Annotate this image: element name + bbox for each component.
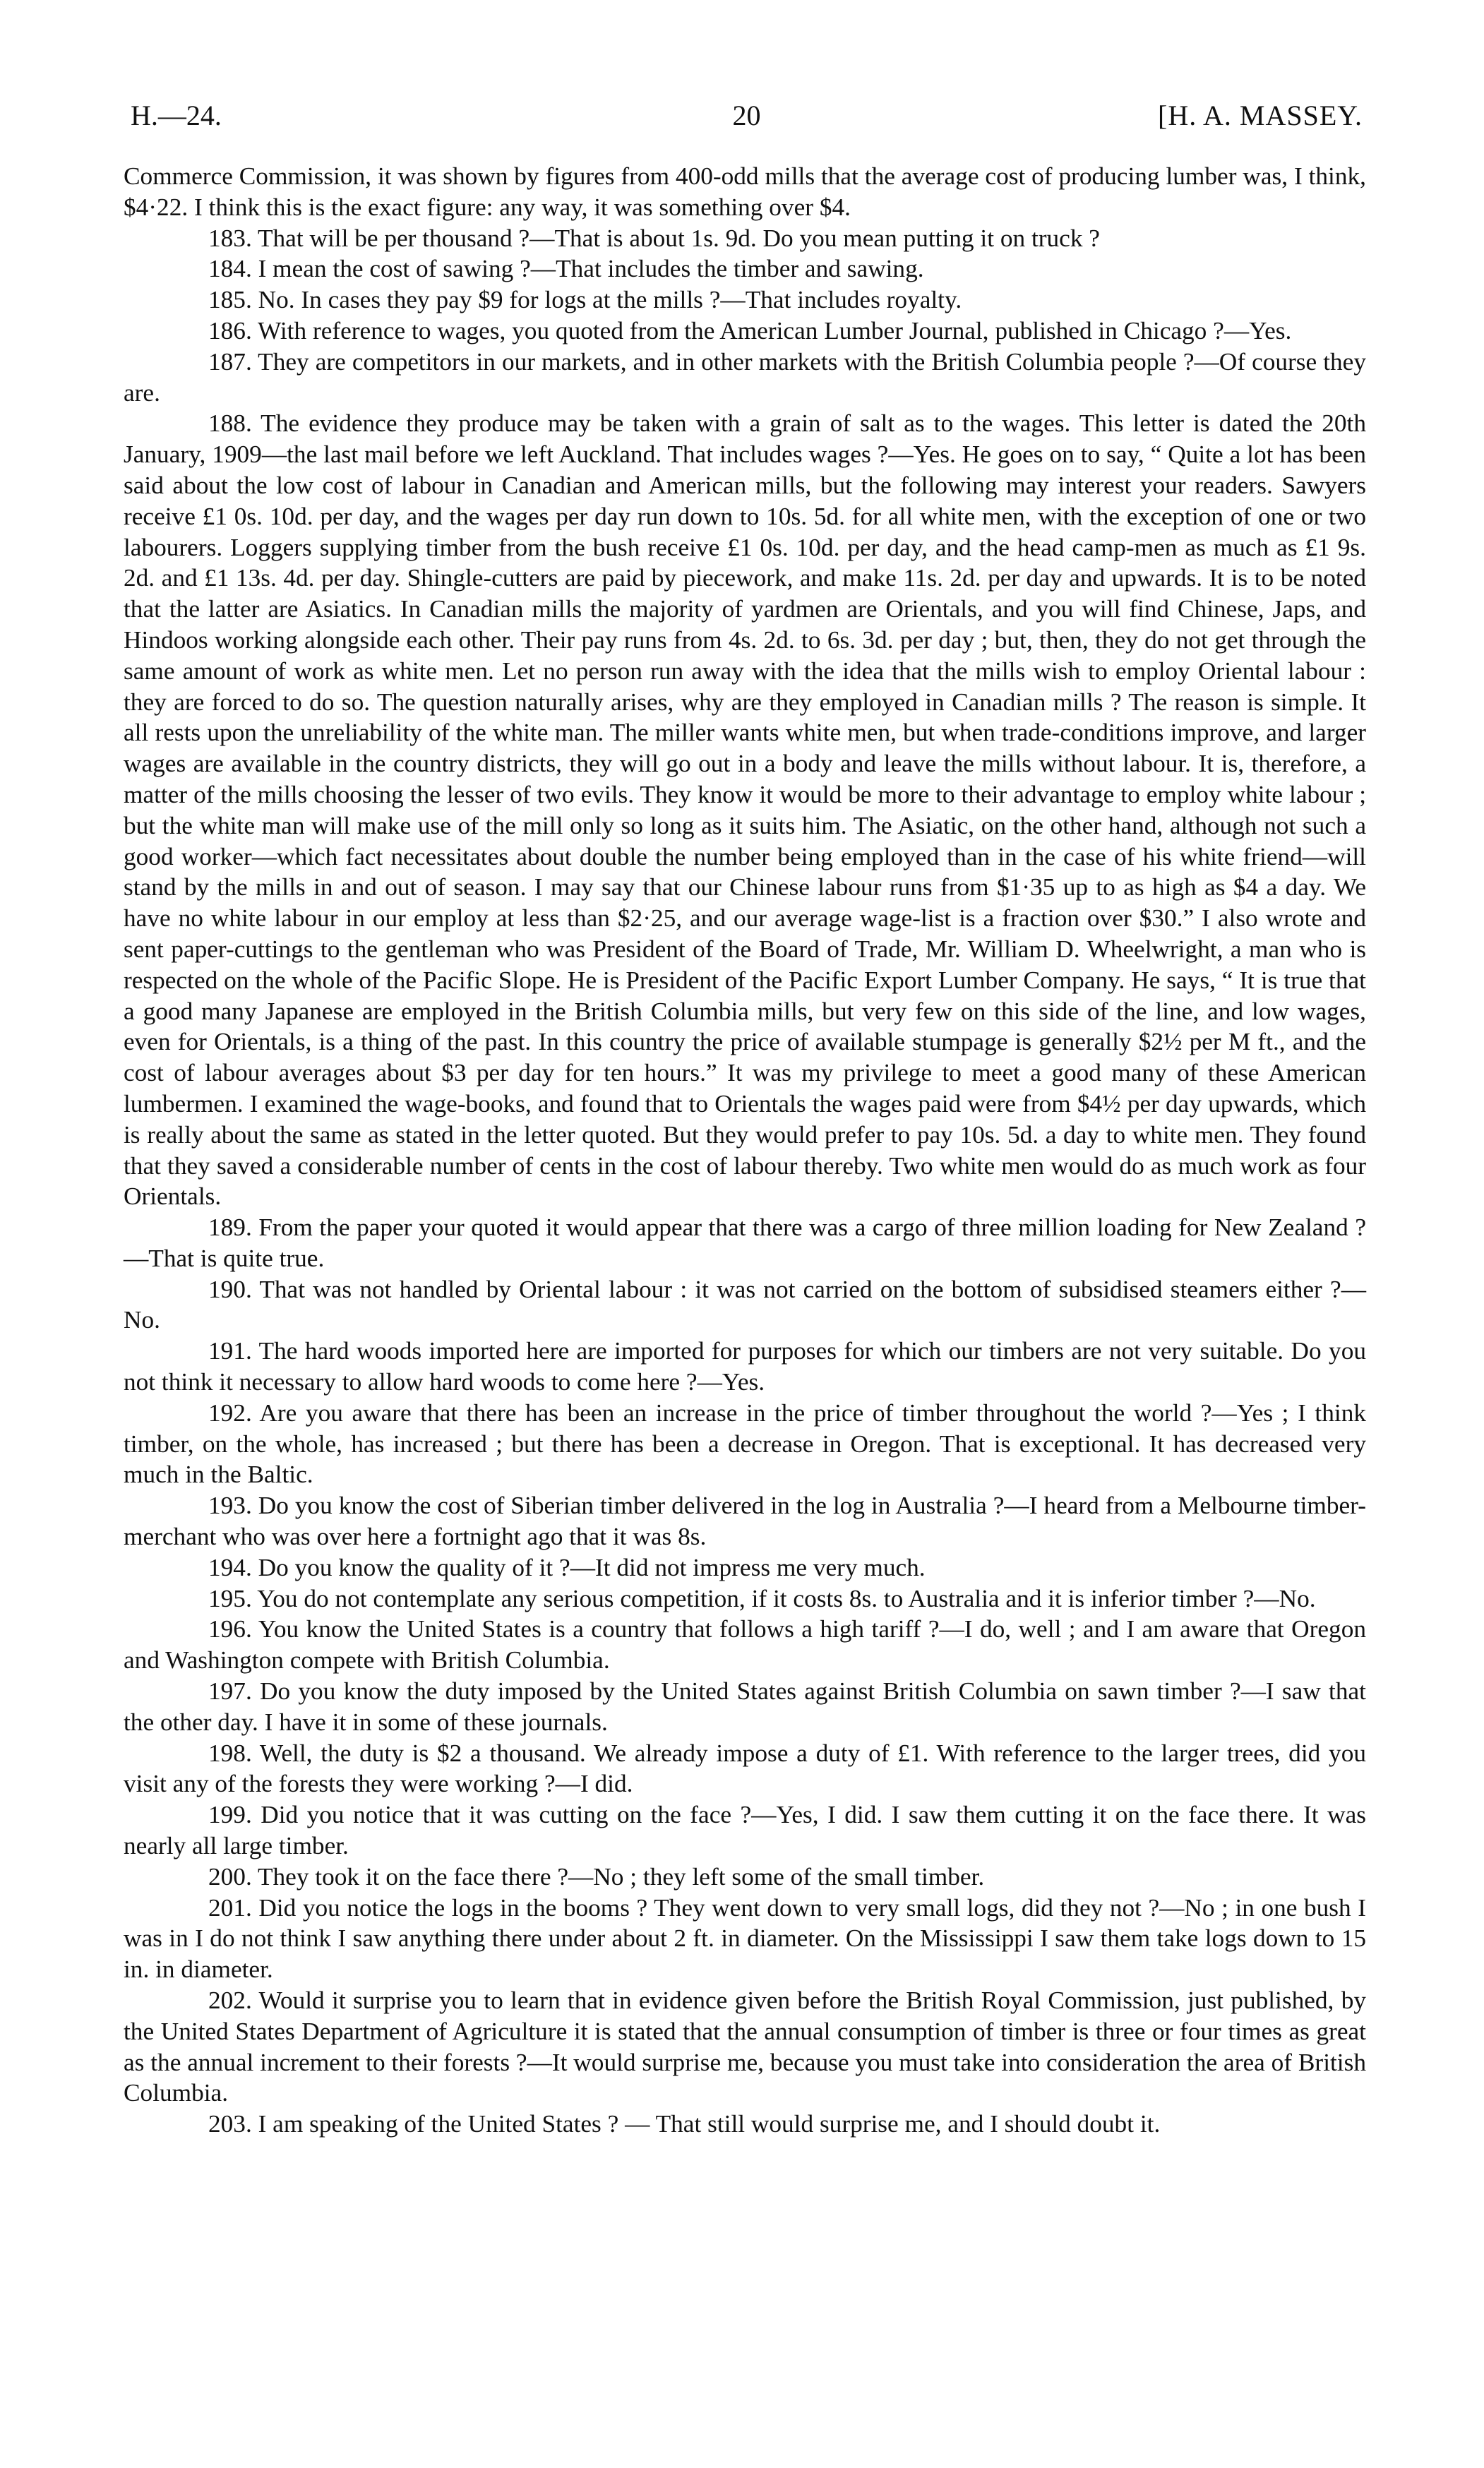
paragraph-198: 198. Well, the duty is $2 a thousand. We already impose a duty of £1. With reference to the larger trees, did you visit any of the forests they were working ?—I did.	[124, 1739, 1366, 1798]
page-header	[131, 99, 1363, 141]
paragraph-197: 197. Do you know the duty imposed by the United States against British Columbia on sawn timber ?—I saw that the other day. I have it in some of these journals.	[124, 1677, 1366, 1736]
paragraph-203: 203. I am speaking of the United States ? — That still would surprise me, and I should doubt it.	[208, 2110, 1161, 2138]
paragraph-184: 184. I mean the cost of sawing ?—That includes the timber and sawing.	[208, 255, 924, 283]
header-reference: H.—24.	[131, 100, 222, 131]
paragraph-194: 194. Do you know the quality of it ?—It did not impress me very much.	[208, 1553, 926, 1581]
paragraph-continued: Commerce Commission, it was shown by figures from 400-odd mills that the average cost of producing lumber was, I think, $4·22. I think this is the exact figure: any way, it was something over $4.	[124, 162, 1366, 221]
paragraph-199: 199. Did you notice that it was cutting on the face ?—Yes, I did. I saw them cutting it on the face there. It was nearly all large timber.	[124, 1801, 1366, 1860]
paragraph-191: 191. The hard woods imported here are imported for purposes for which our timbers are not very suitable. Do you not think it necessary to allow hard woods to come here ?—Yes.	[124, 1337, 1366, 1396]
paragraph-189: 189. From the paper your quoted it would appear that there was a cargo of three million loading for New Zealand ?—That is quite true.	[124, 1214, 1366, 1272]
paragraph-187: 187. They are competitors in our markets, and in other markets with the British Columbia people ?—Of course they are.	[124, 347, 1366, 407]
paragraph-188: 188. The evidence they produce may be taken with a grain of salt as to the wages. This letter is dated the 20th January, 1909—the last mail before we left Auckland. That includes wages ?—Yes. He goes on to say, “ Quite a lot has been said about the low cost of labour in Canadian and American mills, but the following may interest your readers. Sawyers receive £1 0s. 10d. per day, and the wages per day run down to 10s. 5d. for all white men, with the exception of one or two labourers. Loggers supplying timber from the bush receive £1 0s. 10d. per day, and the head camp-men as much as £1 9s. 2d. and £1 13s. 4d. per day. Shingle-cutters are paid by piecework, and make 11s. 2d. per day and upwards. It is to be noted that the latter are Asiatics. In Canadian mills the majority of yardmen are Orientals, and you will find Chinese, Japs, and Hindoos working alongside each other. Their pay runs from 4s. 2d. to 6s. 3d. per day ; but, then, they do not get through the same amount of work as white men. Let no person run away with the idea that the mills wish to employ Oriental labour : they are forced to do so. The question naturally arises, why are they employed in Canadian mills ? The reason is simple. It all rests upon the unreliability of the white man. The miller wants white men, but when trade-conditions improve, and larger wages are available in the country districts, they will go out in a body and leave the mills without labour. It is, therefore, a matter of the mills choosing the lesser of two evils. They know it would be more to their advantage to employ white labour ; but the white man will make use of the mill only so long as it suits him. The Asiatic, on the other hand, although not such a good worker—which fact necessitates about double the number being employed than in the case of his white friend—will stand by the mills in and out of season. I may say that our Chinese labour runs from $1·35 up to as high as $4 a day. We have no white labour in our employ at less than $2·25, and our average wage-list is a fraction over $30.” I also wrote and sent paper-cuttings to the gentleman who was President of the Board of Trade, Mr. William D. Wheelwright, a man who is respected on the whole of the Pacific Slope. He is President of the Pacific Export Lumber Company. He says, “ It is true that a good many Japanese are employed in the British Columbia mills, but very few on this side of the line, and low wages, even for Orientals, is a thing of the past. In this country the price of available stumpage is generally $2½ per M ft., and the cost of labour averages about $3 per day for ten hours.” It was my privilege to meet a good many of these American lumbermen. I examined the wage-books, and found that to Orientals the wages paid were from $4½ per day upwards, which is really about the same as stated in the letter quoted. But they would prefer to pay 10s. 5d. a day to white men. They found that they saved a considerable number of cents in the cost of labour thereby. Two white men would do as much work as four Orientals.	[124, 409, 1366, 1211]
paragraph-201: 201. Did you notice the logs in the booms ? They went down to very small logs, did they not ?—No ; in one bush I was in I do not think I saw anything there under about 2 ft. in diameter. On the Mississippi I saw them take logs down to 15 in. in diameter.	[124, 1893, 1366, 1984]
page-number: 20	[732, 100, 761, 131]
paragraph-202: 202. Would it surprise you to learn that in evidence given before the British Royal Commission, just published, by the United States Department of Agriculture it is stated that the annual consumption of timber is three or four times as great as the annual increment to their forests ?—It would surprise me, because you must take into consideration the area of British Columbia.	[124, 1987, 1366, 2107]
paragraph-192: 192. Are you aware that there has been an increase in the price of timber throughout the world ?—Yes ; I think timber, on the whole, has increased ; but there has been a decrease in Oregon. That is exceptional. It has decreased very much in the Baltic.	[124, 1398, 1366, 1489]
paragraph-185: 185. No. In cases they pay $9 for logs at the mills ?—That includes royalty.	[208, 286, 962, 314]
paragraph-195: 195. You do not contemplate any serious competition, if it costs 8s. to Australia and it is inferior timber ?—No.	[208, 1584, 1316, 1612]
body-text	[124, 161, 1366, 2140]
header-witness-name: [H. A. MASSEY.	[1158, 100, 1363, 131]
paragraph-186: 186. With reference to wages, you quoted from the American Lumber Journal, published in Chicago ?—Yes.	[208, 316, 1292, 345]
paragraph-190: 190. That was not handled by Oriental labour : it was not carried on the bottom of subsidised steamers either ?—No.	[124, 1275, 1366, 1334]
paragraph-196: 196. You know the United States is a country that follows a high tariff ?—I do, well ; and I am aware that Oregon and Washington compete with British Columbia.	[124, 1615, 1366, 1675]
paragraph-183: 183. That will be per thousand ?—That is about 1s. 9d. Do you mean putting it on truck ?	[208, 224, 1100, 252]
paragraph-200: 200. They took it on the face there ?—No ; they left some of the small timber.	[208, 1862, 985, 1891]
paragraph-193: 193. Do you know the cost of Siberian timber delivered in the log in Australia ?—I heard from a Melbourne timber-merchant who was over here a fortnight ago that it was 8s.	[124, 1492, 1366, 1551]
